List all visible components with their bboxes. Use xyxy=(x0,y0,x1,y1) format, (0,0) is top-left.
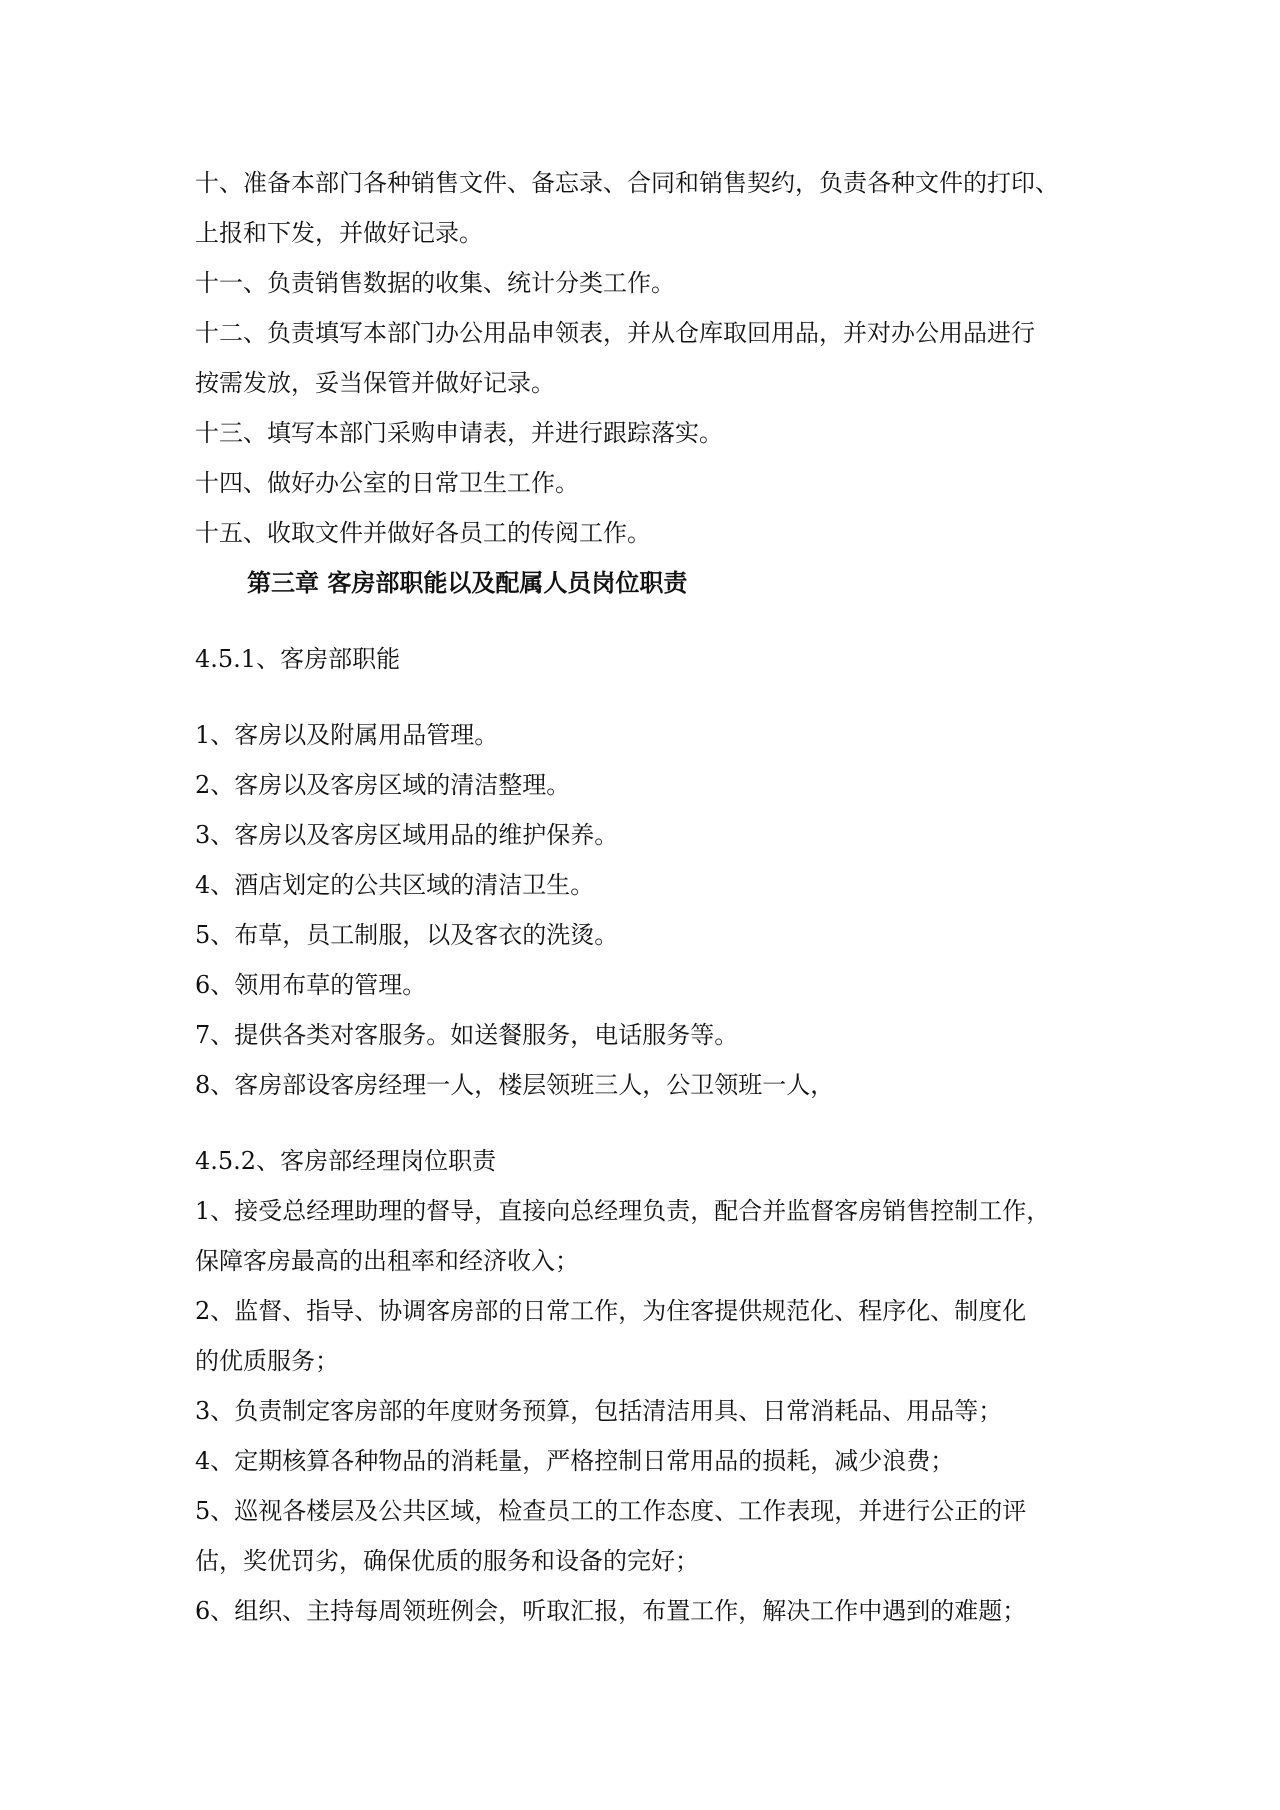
section-heading: 4.5.2、客房部经理岗位职责 xyxy=(195,1147,497,1175)
section-housekeeping-functions xyxy=(195,634,1095,1110)
function-line: 4、酒店划定的公共区域的清洁卫生。 xyxy=(195,871,595,899)
function-line: 5、布草，员工制服，以及客衣的洗烫。 xyxy=(195,921,619,949)
manager-duty-line: 3、负责制定客房部的年度财务预算，包括清洁用具、日常消耗品、用品等； xyxy=(195,1397,1003,1425)
function-line: 3、客房以及客房区域用品的维护保养。 xyxy=(195,821,619,849)
manager-duty-line: 5、巡视各楼层及公共区域，检查员工的工作态度、工作表现，并进行公正的评 xyxy=(195,1497,1027,1525)
chapter-title: 第三章 客房部职能以及配属人员岗位职责 xyxy=(247,568,688,597)
function-line: 8、客房部设客房经理一人，楼层领班三人，公卫领班一人， xyxy=(195,1071,835,1099)
duty-line: 上报和下发，并做好记录。 xyxy=(195,219,483,247)
duty-line: 十一、负责销售数据的收集、统计分类工作。 xyxy=(195,269,675,297)
duty-line: 十、准备本部门各种销售文件、备忘录、合同和销售契约，负责各种文件的打印、 xyxy=(195,169,1059,197)
duties-list xyxy=(195,158,1095,558)
manager-duty-line: 保障客房最高的出租率和经济收入； xyxy=(195,1247,579,1275)
function-line: 7、提供各类对客服务。如送餐服务，电话服务等。 xyxy=(195,1021,739,1049)
section-manager-duties xyxy=(195,1136,1095,1636)
manager-duty-line: 的优质服务； xyxy=(195,1347,339,1375)
manager-duty-line: 2、监督、指导、协调客房部的日常工作，为住客提供规范化、程序化、制度化 xyxy=(195,1297,1027,1325)
manager-duty-line: 6、组织、主持每周领班例会，听取汇报，布置工作，解决工作中遇到的难题； xyxy=(195,1597,1027,1625)
manager-duty-line: 估，奖优罚劣，确保优质的服务和设备的完好； xyxy=(195,1547,699,1575)
section-heading: 4.5.1、客房部职能 xyxy=(195,645,401,673)
duty-line: 十五、收取文件并做好各员工的传阅工作。 xyxy=(195,519,651,547)
manager-duty-line: 4、定期核算各种物品的消耗量，严格控制日常用品的损耗，减少浪费； xyxy=(195,1447,955,1475)
duty-line: 十四、做好办公室的日常卫生工作。 xyxy=(195,469,579,497)
function-line: 1、客房以及附属用品管理。 xyxy=(195,721,499,749)
duty-line: 十三、填写本部门采购申请表，并进行跟踪落实。 xyxy=(195,419,723,447)
function-line: 2、客房以及客房区域的清洁整理。 xyxy=(195,771,571,799)
duty-line: 按需发放，妥当保管并做好记录。 xyxy=(195,369,555,397)
manager-duty-line: 1、接受总经理助理的督导，直接向总经理负责，配合并监督客房销售控制工作， xyxy=(195,1197,1051,1225)
function-line: 6、领用布草的管理。 xyxy=(195,971,427,999)
document-page xyxy=(195,158,1095,1636)
duty-line: 十二、负责填写本部门办公用品申领表，并从仓库取回用品，并对办公用品进行 xyxy=(195,319,1035,347)
